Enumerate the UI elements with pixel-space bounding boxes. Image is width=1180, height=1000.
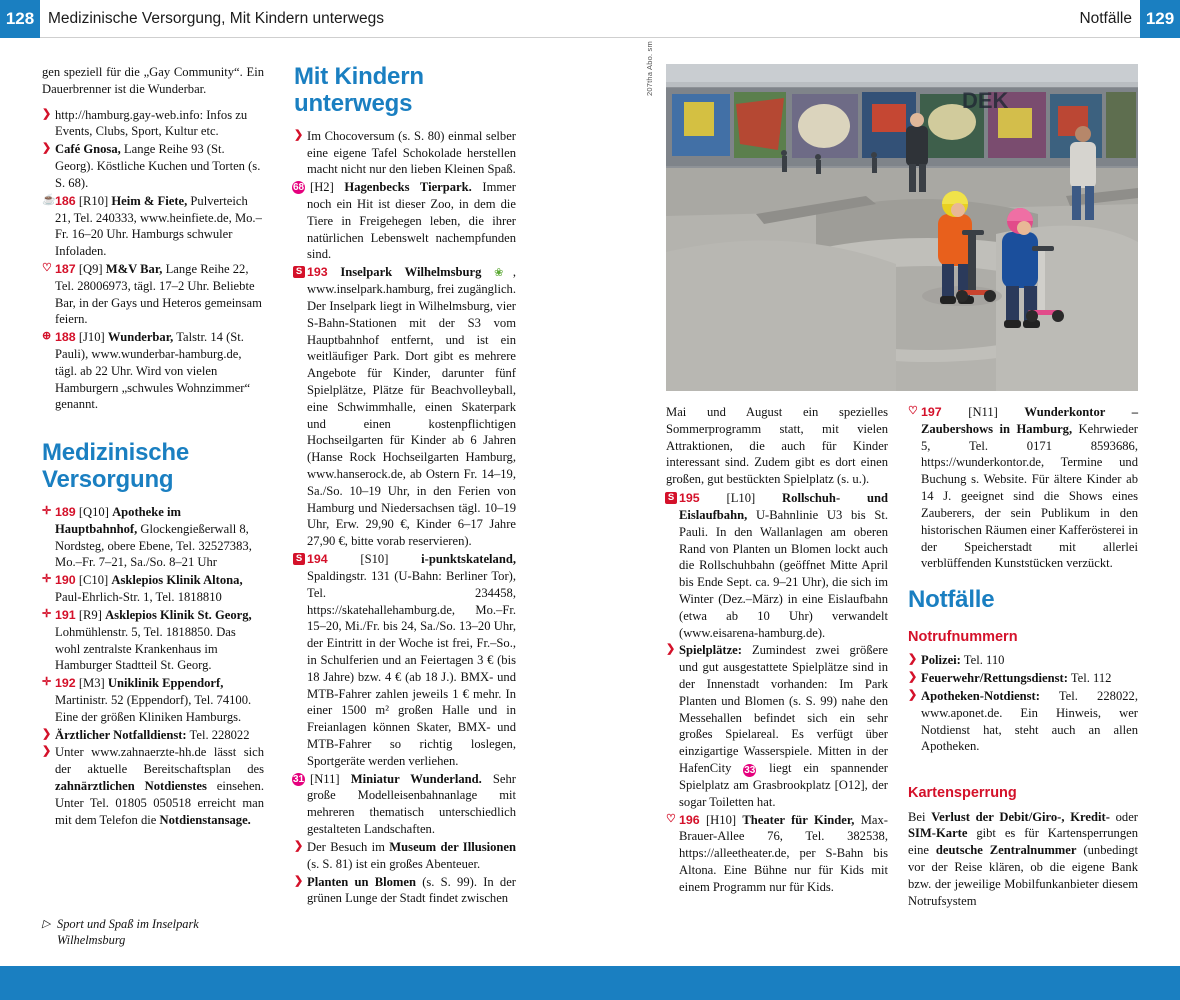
poi-entry-text: 188 [J10] Wunderbar, Talstr. 14 (St. Pauli), www.wunderbar-hamburg.de, tägl. ab 22 Uhr. Wird von vielen Hamburgern „schwules Wohnzimmer“ genannt. xyxy=(55,330,251,412)
list-item-text: Café Gnosa, Lange Reihe 93 (St. Georg). Köstliche Kuchen und Torten (s. S. 68). xyxy=(55,142,261,190)
list-item-apotheken xyxy=(908,688,1138,755)
page-header xyxy=(0,0,1180,38)
poi-entry-195 xyxy=(666,490,888,641)
subsection-kartensperrung: Kartensperrung xyxy=(908,785,1017,802)
poi-entry-194 xyxy=(294,551,516,770)
section-title-mit-kindern-unterwegs: Mit Kindern unterwegs xyxy=(294,63,424,117)
photo-credit: 207tha Abo. sm xyxy=(645,41,654,96)
poi-entry-189 xyxy=(42,504,264,571)
page-number-left: 128 xyxy=(0,0,40,38)
list-item-spielplaetze xyxy=(666,642,888,810)
list-item xyxy=(42,107,264,141)
column-2 xyxy=(294,64,516,908)
chevron-icon: ❯ xyxy=(908,653,918,666)
column-1 xyxy=(42,64,264,829)
col3-lead: Mai und August ein spezielles Sommerprogramm statt, mit vielen Attraktionen, die auch für Kinder interessant sind. Zudem gibt es dort einen großen, gut bestückten Spielplatz (s. u.). xyxy=(666,405,888,487)
svg-text:DEK: DEK xyxy=(962,88,1009,113)
leaf-icon: ❀ xyxy=(494,267,513,280)
chevron-icon: ❯ xyxy=(294,839,304,852)
footer-bar xyxy=(0,966,1180,1000)
list-item-text: Ärztlicher Notfalldienst: Tel. 228022 xyxy=(55,727,250,742)
chevron-icon: ❯ xyxy=(42,745,52,758)
list-item xyxy=(42,141,264,191)
poi-entry-197 xyxy=(908,404,1138,572)
poi-entry-196 xyxy=(666,812,888,896)
poi-entry-191 xyxy=(42,607,264,674)
poi-entry-192 xyxy=(42,675,264,725)
poi-entry-text: 191 [R9] Asklepios Klinik St. Georg, Lohmühlenstr. 5, Tel. 1818850. Das wohl zentralste Krankenhaus im Hamburger Stadtteil St. Georg. xyxy=(55,607,252,673)
col1-lead: gen speziell für die „Gay Community“. Ein Dauerbrenner ist die Wunderbar. xyxy=(42,65,264,96)
cup-icon: ☕ xyxy=(42,193,56,206)
theatre-icon: ♡ xyxy=(908,405,918,417)
list-item-text: Im Chocoversum (s. S. 80) einmal selber eine eigene Tafel Schokolade herstellen macht nicht nur den lieben Kleinen Spaß. xyxy=(307,128,516,177)
list-item-text: http://hamburg.gay-web.info: Infos zu Events, Clubs, Sport, Kultur etc. xyxy=(55,107,248,139)
column-4 xyxy=(908,404,1138,911)
poi-entry-31 xyxy=(294,771,516,838)
poi-entry-text: 190 [C10] Asklepios Klinik Altona, Paul-Ehrlich-Str. 1, Tel. 1818810 xyxy=(55,573,243,605)
poi-entry-193 xyxy=(294,264,516,550)
section-title-notfaelle: Notfälle xyxy=(908,586,995,614)
poi-entry-187 xyxy=(42,261,264,328)
poi-marker-icon: 31 xyxy=(292,773,305,785)
poi-entry-text: 189 [Q10] Apotheke im Hauptbahnhof, Glockengießerwall 8, Nordsteg, obere Ebene, Tel. 32527383, Mo.–Fr. 7–21, Sa./So. 8–21 Uhr xyxy=(55,505,252,570)
poi-entry-190 xyxy=(42,572,264,606)
list-item xyxy=(42,744,264,828)
poi-entry-text: 195 [L10] Rollschuh- und Eislaufbahn, U-Bahnlinie U3 bis St. Pauli. In den Wallanlagen am oberen Rand von Planten un Blomen lockt auch die Rollschuhbahn (geöffnet Mitte April bis Ende Sept. ca. 9–21 Uhr), die sich im Winter (Dez.–März) in eine Eislaufbahn (etwa ab 10 Uhr) verwandelt (www.eisarena-hamburg.de). xyxy=(679,491,888,640)
poi-entry-188 xyxy=(42,329,264,413)
list-item xyxy=(294,839,516,873)
poi-entry-text: 194 [S10] i-punktskateland, Spaldingstr. 131 (U-Bahn: Berliner Tor), Tel. 234458, https://skatehallehamburg.de, Mo.–Fr. 15–20, Mi./Fr. bis 24, Sa./So. 13–20 Uhr, der Eintritt in der Woche ist frei, Fr.–So., in Schulferien und an Feiertagen 3 € (bis 18 Jahre) bzw. 4 € (ab 18 J.). BMX- und MTB-Fahrer zahlen jeweils 1 € mehr. In einer 1500 m² großen Halle und in Freianlagen können Skater, BMX- und MTB-Fahrer so richtig loslegen, Sportgeräte werden verliehen. xyxy=(307,552,516,768)
arrow-icon: ▷ xyxy=(42,917,51,930)
running-head-right: Notfälle xyxy=(1079,10,1132,27)
s-bahn-icon: S xyxy=(293,265,306,279)
running-head-left: Medizinische Versorgung, Mit Kindern unterwegs xyxy=(48,10,385,27)
cross-icon: ✛ xyxy=(42,676,52,689)
kartensperrung-text: Bei Verlust der Debit/Giro-, Kredit- oder SIM-Karte gibt es für Kartensperrungen eine deutsche Zentralnummer (unbedingt vor der Reise klären, ob die eigene Bank bzw. der jeweilige Mobilfunkanbieter diesem Notrufsystem xyxy=(908,809,1138,908)
chevron-icon: ❯ xyxy=(666,643,676,656)
chevron-icon: ❯ xyxy=(908,688,918,701)
list-item-text: Unter www.zahnaerzte-hh.de lässt sich der aktuelle Bereitschaftsplan des zahnärztlichen Notdienstes einsehen. Unter Tel. 01805 050518 erreicht man mit dem Telefon die Notdienstansage. xyxy=(55,745,264,827)
theatre-icon: ♡ xyxy=(666,812,676,825)
column-3 xyxy=(666,404,888,897)
photo-caption-text: Sport und Spaß im Inselpark Wilhelmsburg xyxy=(57,916,199,947)
glass-icon: ♡ xyxy=(42,261,52,274)
cross-icon: ✛ xyxy=(42,505,52,517)
page-number-right: 129 xyxy=(1140,0,1180,38)
poi-entry-text: 197 [N11] Wunderkontor – Zaubershows in Hamburg, Kehrwieder 5, Tel. 0171 8593686, https://wunderkontor.de, Termine und Buchung s. Website. Für ältere Kinder ab 14 J. geeignet sind die Shows eines Zauberers, der sein Publikum in den historischen Räumen einer Kafferösterei in der Speicherstadt mit allerlei verblüffenden Kunststücken verzückt. xyxy=(921,405,1138,571)
list-item xyxy=(42,727,264,744)
subsection-notrufnummern: Notrufnummern xyxy=(908,629,1018,645)
list-item xyxy=(294,128,516,178)
list-item-polizei xyxy=(908,652,1138,669)
chevron-icon: ❯ xyxy=(908,671,918,684)
cross-icon: ✛ xyxy=(42,573,52,586)
photo-caption xyxy=(42,916,257,948)
list-item-text: Feuerwehr/Rettungsdienst: Tel. 112 xyxy=(921,671,1112,686)
poi-marker-icon: 68 xyxy=(292,182,305,194)
poi-entry-text: [N11] Miniatur Wunderland. Sehr große Modelleisenbahnanlage mit mehreren thematisch unterschiedlich gestalteten Landschaften. xyxy=(307,771,516,837)
list-item-text: Spielplätze: Zumindest zwei größere und gut ausgestattete Spielplätze sind in der Innenstadt vorhanden: Im Park Planten und Blomen (s. S. 99) nahe den Messehallen befindet sich ein sehr großes Spielareal. Es verfügt über einzigartige Wasserspiele. Mitten in der HafenCity 33 liegt ein spannender Spielplatz am Grasbrookplatz [O12], der sogar Toiletten hat. xyxy=(679,643,888,809)
skatepark-photo xyxy=(666,64,1138,391)
poi-entry-text: 192 [M3] Uniklinik Eppendorf, Martinistr. 52 (Eppendorf), Tel. 74100. Eine der größen Kliniken Hamburgs. xyxy=(55,676,252,724)
header-divider xyxy=(40,37,1140,38)
list-item-text: Apotheken-Notdienst: Tel. 228022, www.aponet.de. Ein Hinweis, wer Notdienst hat, steht auch an allen Apotheken. xyxy=(921,688,1138,754)
poi-entry-text: 193 Inselpark Wilhelmsburg ❀, www.inselpark.hamburg, frei zugänglich. Der Inselpark liegt in Wilhelmsburg, vier S-Bahn-Stationen mit der S3 vom Hauptbahnhof entfernt, und ist ein weitläufiger Park. Dort gibt es mehrere Angebote für Kinder, darunter fünf Spielplätze, Plätze für Beachvolleyball, eine Schwimmhalle, einen Skaterpark und einen kostenpflichtigen Hochseilgarten für Kinder ab 6 Jahren (Hanse Rock Hochseilgarten Hamburg, www.hanserock.de, ab Ostern Fr. 14–19, Sa./So. 10–19 Uhr, in den Ferien von Hamburg und Niedersachsen tägl. 10–19 Uhr, Erw. 29,90 €, Kinder 6–17 Jahre 27,90 €, bitte vorab reservieren). xyxy=(307,265,516,549)
chevron-icon: ❯ xyxy=(42,107,52,120)
poi-entry-text: 187 [Q9] M&V Bar, Lange Reihe 22, Tel. 28006973, tägl. 17–2 Uhr. Beliebte Bar, in der Gays und Heteros gemeinsam feiern. xyxy=(55,261,262,327)
list-item xyxy=(294,874,516,908)
list-item-text: Der Besuch im Museum der Illusionen (s. S. 81) ist ein großes Abenteuer. xyxy=(307,839,516,871)
list-item-feuerwehr xyxy=(908,670,1138,687)
chevron-icon: ❯ xyxy=(42,727,52,740)
poi-entry-text: 186 [R10] Heim & Fiete, Pulverteich 21, Tel. 240333, www.heinfiete.de, Mo.–Fr. 16–20 Uhr. Hamburgs schwuler Infoladen. xyxy=(55,193,262,259)
s-bahn-icon: S xyxy=(665,491,678,505)
list-item-text: Planten un Blomen (s. S. 99). In der grünen Lunge der Stadt findet zwischen xyxy=(307,874,516,906)
poi-entry-text: 196 [H10] Theater für Kinder, Max-Brauer-Allee 76, Tel. 382538, https://alleetheater.de, per S-Bahn bis Altona. Eine Bühne nur für Kids mit einem Programm nur für Kids. xyxy=(679,812,888,894)
poi-entry-text: [H2] Hagenbecks Tierpark. Immer noch ein Hit ist dieser Zoo, in dem die Tiere in Freigehegen leben, die ihrer natürlichen Lebenswelt nachempfunden sind. xyxy=(307,180,516,262)
poi-marker-icon: 33 xyxy=(744,765,756,777)
poi-entry-68 xyxy=(294,179,516,263)
list-item-text: Polizei: Tel. 110 xyxy=(921,653,1005,668)
section-title-medizinische-versorgung: Medizinische Versorgung xyxy=(42,439,189,494)
poi-entry-186 xyxy=(42,193,264,260)
chevron-icon: ❯ xyxy=(294,128,304,141)
photo-illustration xyxy=(666,64,1138,391)
glass-icon: ⊕ xyxy=(42,330,52,343)
s-bahn-icon: S xyxy=(293,552,306,566)
cross-icon: ✛ xyxy=(42,607,52,620)
chevron-icon: ❯ xyxy=(42,142,52,155)
chevron-icon: ❯ xyxy=(294,874,304,887)
